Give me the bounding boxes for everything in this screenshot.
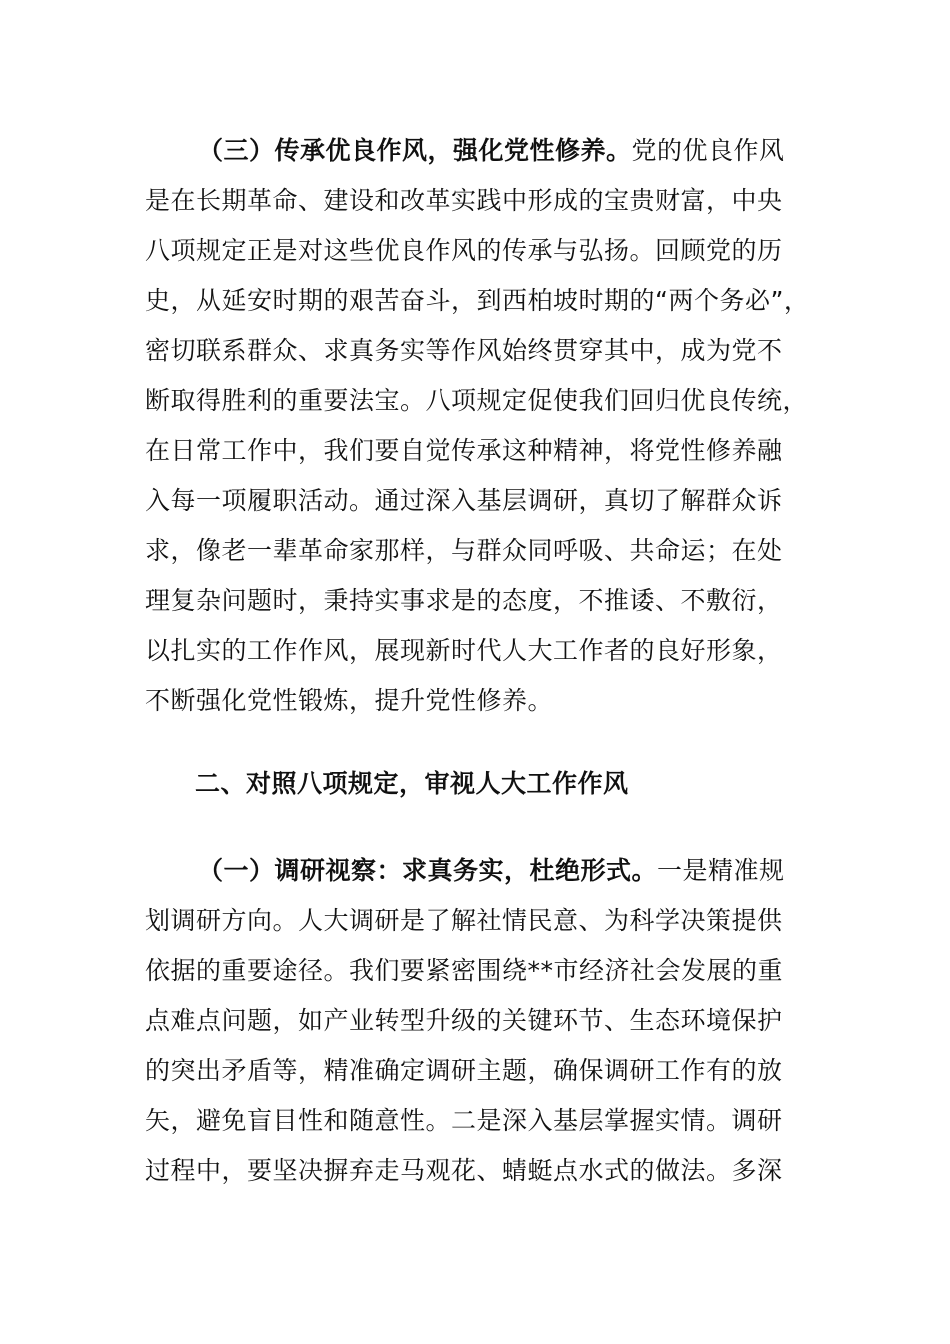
paragraph-line: 不断强化党性锻炼，提升党性修养。 xyxy=(145,686,554,715)
paragraph-line: 划调研方向。人大调研是了解社情民意、为科学决策提供 xyxy=(145,906,783,935)
paragraph-line xyxy=(198,854,785,888)
paragraph-line: 求，像老一辈革命家那样，与群众同呼吸、共命运；在处 xyxy=(145,536,783,565)
paragraph-line: 在日常工作中，我们要自觉传承这种精神，将党性修养融 xyxy=(145,436,783,465)
paragraph-line: 史，从延安时期的艰苦奋斗，到西柏坡时期的“两个务必”， xyxy=(145,286,810,315)
paragraph-line: 密切联系群众、求真务实等作风始终贯穿其中，成为党不 xyxy=(145,336,783,365)
section-heading: （三）传承优良作风，强化党性修养。 xyxy=(198,136,632,165)
paragraph-line: 点难点问题，如产业转型升级的关键环节、生态环境保护 xyxy=(145,1006,783,1035)
paragraph-line: 的突出矛盾等，精准确定调研主题，确保调研工作有的放 xyxy=(145,1056,783,1085)
paragraph-line: 矢，避免盲目性和随意性。二是深入基层掌握实情。调研 xyxy=(145,1106,783,1135)
paragraph-text: 党的优良作风 xyxy=(631,136,785,165)
section-heading: （一）调研视察：求真务实，杜绝形式。 xyxy=(198,856,658,885)
paragraph-line: 断取得胜利的重要法宝。八项规定促使我们回归优良传统， xyxy=(145,386,809,415)
paragraph-line: 过程中，要坚决摒弃走马观花、蜻蜓点水式的做法。多深 xyxy=(145,1156,783,1185)
paragraph-line: 以扎实的工作作风，展现新时代人大工作者的良好形象， xyxy=(145,636,783,665)
paragraph-line xyxy=(198,134,785,168)
paragraph-line: 八项规定正是对这些优良作风的传承与弘扬。回顾党的历 xyxy=(145,236,783,265)
paragraph-line: 入每一项履职活动。通过深入基层调研，真切了解群众诉 xyxy=(145,486,783,515)
paragraph-text: 一是精准规 xyxy=(657,856,785,885)
paragraph-line: 依据的重要途径。我们要紧密围绕**市经济社会发展的重 xyxy=(145,956,784,985)
paragraph-line: 是在长期革命、建设和改革实践中形成的宝贵财富，中央 xyxy=(145,186,783,215)
paragraph-line: 理复杂问题时，秉持实事求是的态度，不推诿、不敷衍， xyxy=(145,586,783,615)
part-heading: 二、对照八项规定，审视人大工作作风 xyxy=(195,769,629,798)
